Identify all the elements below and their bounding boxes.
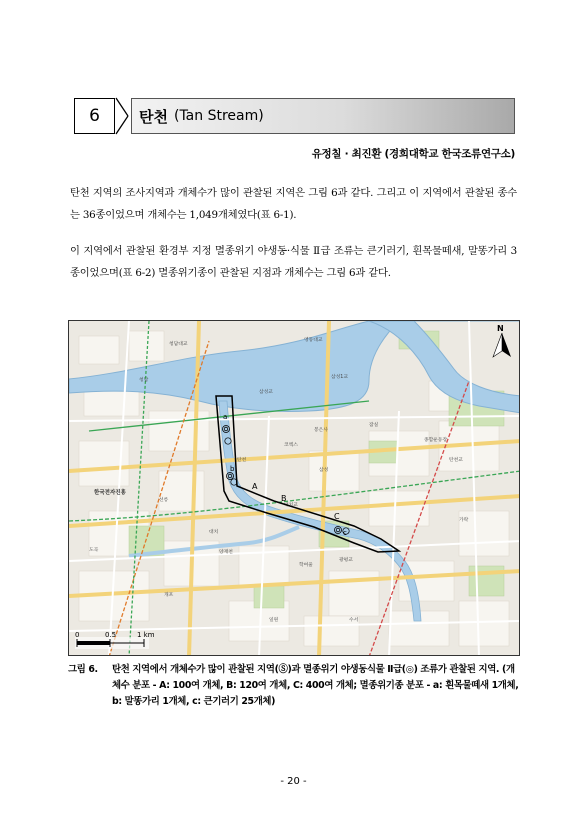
figure-caption-label: 그림 6. — [68, 664, 98, 675]
place-label: 청담 — [139, 378, 149, 383]
place-label: 선릉 — [159, 498, 169, 503]
point-label-B: B — [281, 494, 287, 503]
point-label-A: A — [252, 482, 258, 491]
point-label-C: C — [334, 512, 340, 521]
section-number: 6 — [89, 106, 100, 126]
place-label: 광평교 — [339, 558, 353, 563]
place-label: 가락 — [459, 518, 469, 523]
svg-text:1 km: 1 km — [137, 631, 155, 639]
place-label: 삼성 — [319, 468, 329, 473]
place-label: 삼성교 — [259, 390, 273, 395]
place-label: 한국전자진흥 — [94, 490, 126, 496]
paragraph-2: 이 지역에서 관찰된 환경부 지정 멸종위기 야생동·식물 Ⅱ급 조류는 큰기러기, 흰목물떼새, 말똥가리 3종이었으며(표 6-2) 멸종위기종이 관찰된 지점과 개체수는 그림 6과 같다. — [70, 245, 517, 279]
place-label: 양재천 — [219, 550, 233, 555]
place-label: 수서 — [349, 618, 359, 623]
place-label: 학여울 — [299, 563, 313, 568]
section-title-english: (Tan Stream) — [173, 108, 264, 124]
point-label-a: a — [223, 413, 228, 421]
place-label: 개포 — [164, 593, 174, 598]
section-title-bar — [131, 98, 515, 134]
place-label: 대치교 — [284, 503, 298, 508]
place-label: 코엑스 — [284, 443, 298, 448]
place-label: 삼성1교 — [331, 375, 348, 380]
figure-caption-text: 탄천 지역에서 개체수가 많이 관찰된 지역(Ⓢ)과 멸종위기 야생동식물 Ⅱ급(◎) 조류가 관찰된 지역. (개체수 분포 - A: 100여 개체, B: 120여 개체, C: 400여 개체; 멸종위기종 분포 - a: 흰목물떼새 1개체, b: 말똥가리 1개체, c: 큰기러기 25개체) — [112, 664, 519, 707]
study-area-map — [68, 320, 520, 656]
place-label: 봉은사 — [314, 428, 328, 433]
place-label: 청담대교 — [169, 342, 188, 347]
place-label: 대치 — [209, 530, 219, 535]
figure-caption — [68, 662, 520, 710]
point-label-c: c — [343, 529, 347, 537]
place-label: 종합운동장 — [424, 438, 448, 443]
section-number-box — [74, 98, 115, 134]
section-title-korean: 탄천 — [139, 107, 168, 126]
svg-text:N: N — [497, 324, 504, 333]
place-label: 일원 — [269, 618, 279, 623]
page-number: - 20 - — [280, 776, 307, 787]
paragraph-1: 탄천 지역의 조사지역과 개체수가 많이 관찰된 지역은 그림 6과 같다. 그리고 이 지역에서 관찰된 종수는 36종이었으며 개체수는 1,049개체였다(표 6-1). — [70, 187, 517, 221]
authors: 유정칠 · 최진환 (경희대학교 한국조류연구소) — [311, 148, 515, 160]
place-label: 영동대교 — [304, 338, 323, 343]
svg-text:0: 0 — [75, 631, 80, 639]
place-label: 잠실 — [369, 423, 379, 428]
point-label-b: b — [230, 465, 235, 473]
place-label: 탄천 — [237, 458, 247, 463]
svg-text:0.5: 0.5 — [105, 631, 117, 639]
place-label: 탄천교 — [449, 458, 463, 463]
place-label: 도곡 — [89, 548, 99, 553]
section-divider-slash — [112, 96, 132, 136]
